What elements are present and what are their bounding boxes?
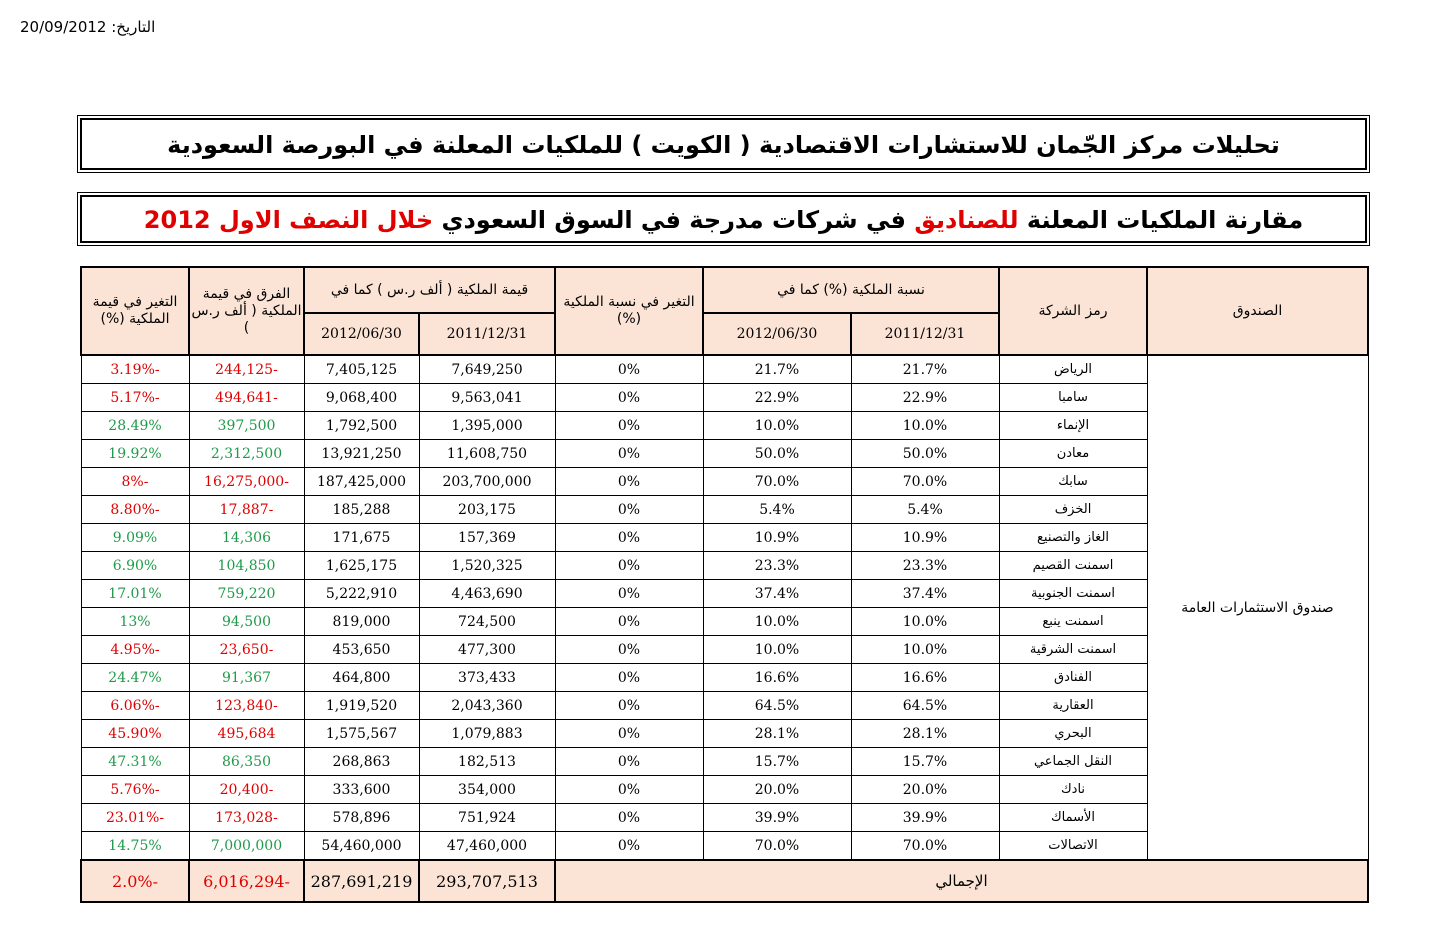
diff-cell: -17,887 [189,496,304,524]
header-value-change: التغير في قيمة الملكية (%) [81,267,189,355]
value-date1-cell: 1,520,325 [419,552,555,580]
pct-date1-cell: 16.6% [851,664,999,692]
value-change-cell: 17.01% [81,580,189,608]
company-cell: سامبا [999,384,1147,412]
company-cell: الفنادق [999,664,1147,692]
total-value-date2: 287,691,219 [304,860,419,902]
company-cell: سابك [999,468,1147,496]
diff-cell: 14,306 [189,524,304,552]
value-change-cell: -23.01% [81,804,189,832]
value-date2-cell: 819,000 [304,608,419,636]
date-value: 20/09/2012 [20,18,107,36]
diff-cell: 2,312,500 [189,440,304,468]
total-label: الإجمالي [555,860,1368,902]
value-change-cell: -5.17% [81,384,189,412]
value-date1-cell: 203,175 [419,496,555,524]
pct-date2-cell: 39.9% [703,804,851,832]
value-change-cell: -6.06% [81,692,189,720]
pct-date1-cell: 5.4% [851,496,999,524]
value-change-cell: 13% [81,608,189,636]
pct-change-cell: 0% [555,412,703,440]
diff-cell: -123,840 [189,692,304,720]
value-date1-cell: 354,000 [419,776,555,804]
company-cell: اسمنت الشرقية [999,636,1147,664]
diff-cell: -244,125 [189,355,304,384]
header-fund: الصندوق [1147,267,1368,355]
pct-change-cell: 0% [555,580,703,608]
company-cell: النقل الجماعي [999,748,1147,776]
value-change-cell: -3.19% [81,355,189,384]
value-change-cell: 9.09% [81,524,189,552]
report-date [20,18,155,36]
total-value-change: -2.0% [81,860,189,902]
pct-change-cell: 0% [555,440,703,468]
ownership-table [80,266,1369,903]
value-date2-cell: 268,863 [304,748,419,776]
pct-date2-cell: 23.3% [703,552,851,580]
pct-date1-cell: 64.5% [851,692,999,720]
pct-date1-cell: 37.4% [851,580,999,608]
pct-date2-cell: 22.9% [703,384,851,412]
pct-date2-cell: 10.0% [703,636,851,664]
company-cell: الأسماك [999,804,1147,832]
total-value-date1: 293,707,513 [419,860,555,902]
pct-date2-cell: 28.1% [703,720,851,748]
subtitle-part-2: للصناديق [914,206,1019,234]
company-cell: الإنماء [999,412,1147,440]
company-cell: الخزف [999,496,1147,524]
pct-date2-cell: 64.5% [703,692,851,720]
value-date2-cell: 54,460,000 [304,832,419,861]
report-subtitle-box [80,195,1367,243]
pct-date1-cell: 10.0% [851,608,999,636]
pct-date1-cell: 21.7% [851,355,999,384]
pct-date2-cell: 37.4% [703,580,851,608]
pct-change-cell: 0% [555,804,703,832]
pct-date2-cell: 10.0% [703,608,851,636]
value-date1-cell: 1,079,883 [419,720,555,748]
value-date1-cell: 7,649,250 [419,355,555,384]
company-cell: نادك [999,776,1147,804]
value-date2-cell: 13,921,250 [304,440,419,468]
pct-change-cell: 0% [555,524,703,552]
company-cell: اسمنت الجنوبية [999,580,1147,608]
value-change-cell: 24.47% [81,664,189,692]
header-value-date1: 2011/12/31 [419,313,555,355]
report-title-box [80,118,1367,170]
pct-date2-cell: 10.0% [703,412,851,440]
value-date1-cell: 157,369 [419,524,555,552]
value-date2-cell: 9,068,400 [304,384,419,412]
pct-date2-cell: 70.0% [703,832,851,861]
pct-change-cell: 0% [555,692,703,720]
table-body [81,355,1368,860]
value-date2-cell: 187,425,000 [304,468,419,496]
header-value-date2: 2012/06/30 [304,313,419,355]
diff-cell: 104,850 [189,552,304,580]
company-cell: العقارية [999,692,1147,720]
report-title: تحليلات مركز الجّمان للاستشارات الاقتصادية ( الكويت ) للملكيات المعلنة في البورصة السعودية [167,131,1280,159]
company-cell: البحري [999,720,1147,748]
diff-cell: 94,500 [189,608,304,636]
subtitle-part-3: في شركات مدرجة في السوق السعودي [433,206,915,234]
value-date2-cell: 5,222,910 [304,580,419,608]
company-cell: الرياض [999,355,1147,384]
pct-date2-cell: 5.4% [703,496,851,524]
pct-date2-cell: 70.0% [703,468,851,496]
pct-date1-cell: 15.7% [851,748,999,776]
pct-date1-cell: 70.0% [851,832,999,861]
pct-date1-cell: 39.9% [851,804,999,832]
value-date2-cell: 578,896 [304,804,419,832]
table-row [81,355,1368,384]
value-change-cell: -5.76% [81,776,189,804]
value-date2-cell: 7,405,125 [304,355,419,384]
value-change-cell: 14.75% [81,832,189,861]
pct-date2-cell: 16.6% [703,664,851,692]
value-date1-cell: 203,700,000 [419,468,555,496]
value-date1-cell: 2,043,360 [419,692,555,720]
pct-date1-cell: 70.0% [851,468,999,496]
pct-date2-cell: 10.9% [703,524,851,552]
pct-change-cell: 0% [555,496,703,524]
pct-date2-cell: 50.0% [703,440,851,468]
value-date1-cell: 4,463,690 [419,580,555,608]
value-date1-cell: 724,500 [419,608,555,636]
date-label: التاريخ: [111,18,156,36]
company-cell: معادن [999,440,1147,468]
value-change-cell: -8% [81,468,189,496]
pct-change-cell: 0% [555,355,703,384]
diff-cell: 495,684 [189,720,304,748]
pct-date1-cell: 22.9% [851,384,999,412]
value-change-cell: 45.90% [81,720,189,748]
value-date2-cell: 333,600 [304,776,419,804]
pct-change-cell: 0% [555,468,703,496]
value-date1-cell: 47,460,000 [419,832,555,861]
header-pct-date1: 2011/12/31 [851,313,999,355]
value-date2-cell: 171,675 [304,524,419,552]
value-change-cell: 47.31% [81,748,189,776]
value-change-cell: 28.49% [81,412,189,440]
fund-cell: صندوق الاستثمارات العامة [1147,355,1368,860]
pct-date1-cell: 23.3% [851,552,999,580]
pct-date1-cell: 20.0% [851,776,999,804]
diff-cell: -173,028 [189,804,304,832]
value-change-cell: -4.95% [81,636,189,664]
company-cell: الاتصالات [999,832,1147,861]
value-date1-cell: 373,433 [419,664,555,692]
pct-change-cell: 0% [555,720,703,748]
diff-cell: -494,641 [189,384,304,412]
value-date1-cell: 11,608,750 [419,440,555,468]
total-row [81,860,1368,902]
diff-cell: 91,367 [189,664,304,692]
value-change-cell: 19.92% [81,440,189,468]
subtitle-part-1: مقارنة الملكيات المعلنة [1018,206,1304,234]
company-cell: الغاز والتصنيع [999,524,1147,552]
pct-change-cell: 0% [555,636,703,664]
pct-change-cell: 0% [555,552,703,580]
diff-cell: 397,500 [189,412,304,440]
pct-date1-cell: 28.1% [851,720,999,748]
diff-cell: 7,000,000 [189,832,304,861]
value-date2-cell: 1,792,500 [304,412,419,440]
pct-change-cell: 0% [555,832,703,861]
value-date1-cell: 477,300 [419,636,555,664]
pct-change-cell: 0% [555,776,703,804]
pct-date2-cell: 15.7% [703,748,851,776]
pct-change-cell: 0% [555,664,703,692]
pct-date1-cell: 50.0% [851,440,999,468]
subtitle-part-4: خلال النصف الاول 2012 [143,206,434,234]
diff-cell: -16,275,000 [189,468,304,496]
header-company: رمز الشركة [999,267,1147,355]
pct-date1-cell: 10.0% [851,636,999,664]
total-diff: -6,016,294 [189,860,304,902]
value-date2-cell: 464,800 [304,664,419,692]
value-date2-cell: 1,625,175 [304,552,419,580]
value-change-cell: 6.90% [81,552,189,580]
pct-change-cell: 0% [555,384,703,412]
value-date1-cell: 182,513 [419,748,555,776]
diff-cell: -23,650 [189,636,304,664]
header-pct-change: التغير في نسبة الملكية (%) [555,267,703,355]
header-ownership-pct: نسبة الملكية (%) كما في [703,267,999,313]
diff-cell: 86,350 [189,748,304,776]
value-date1-cell: 751,924 [419,804,555,832]
diff-cell: -20,400 [189,776,304,804]
value-date1-cell: 1,395,000 [419,412,555,440]
pct-change-cell: 0% [555,748,703,776]
value-date2-cell: 453,650 [304,636,419,664]
value-date1-cell: 9,563,041 [419,384,555,412]
value-date2-cell: 1,919,520 [304,692,419,720]
pct-date1-cell: 10.0% [851,412,999,440]
company-cell: اسمنت القصيم [999,552,1147,580]
header-diff: الفرق في قيمة الملكية ( ألف ر.س ) [189,267,304,355]
pct-date2-cell: 21.7% [703,355,851,384]
pct-date1-cell: 10.9% [851,524,999,552]
header-ownership-value: قيمة الملكية ( ألف ر.س ) كما في [304,267,555,313]
pct-change-cell: 0% [555,608,703,636]
value-date2-cell: 1,575,567 [304,720,419,748]
header-pct-date2: 2012/06/30 [703,313,851,355]
diff-cell: 759,220 [189,580,304,608]
company-cell: اسمنت ينبع [999,608,1147,636]
value-date2-cell: 185,288 [304,496,419,524]
pct-date2-cell: 20.0% [703,776,851,804]
value-change-cell: -8.80% [81,496,189,524]
